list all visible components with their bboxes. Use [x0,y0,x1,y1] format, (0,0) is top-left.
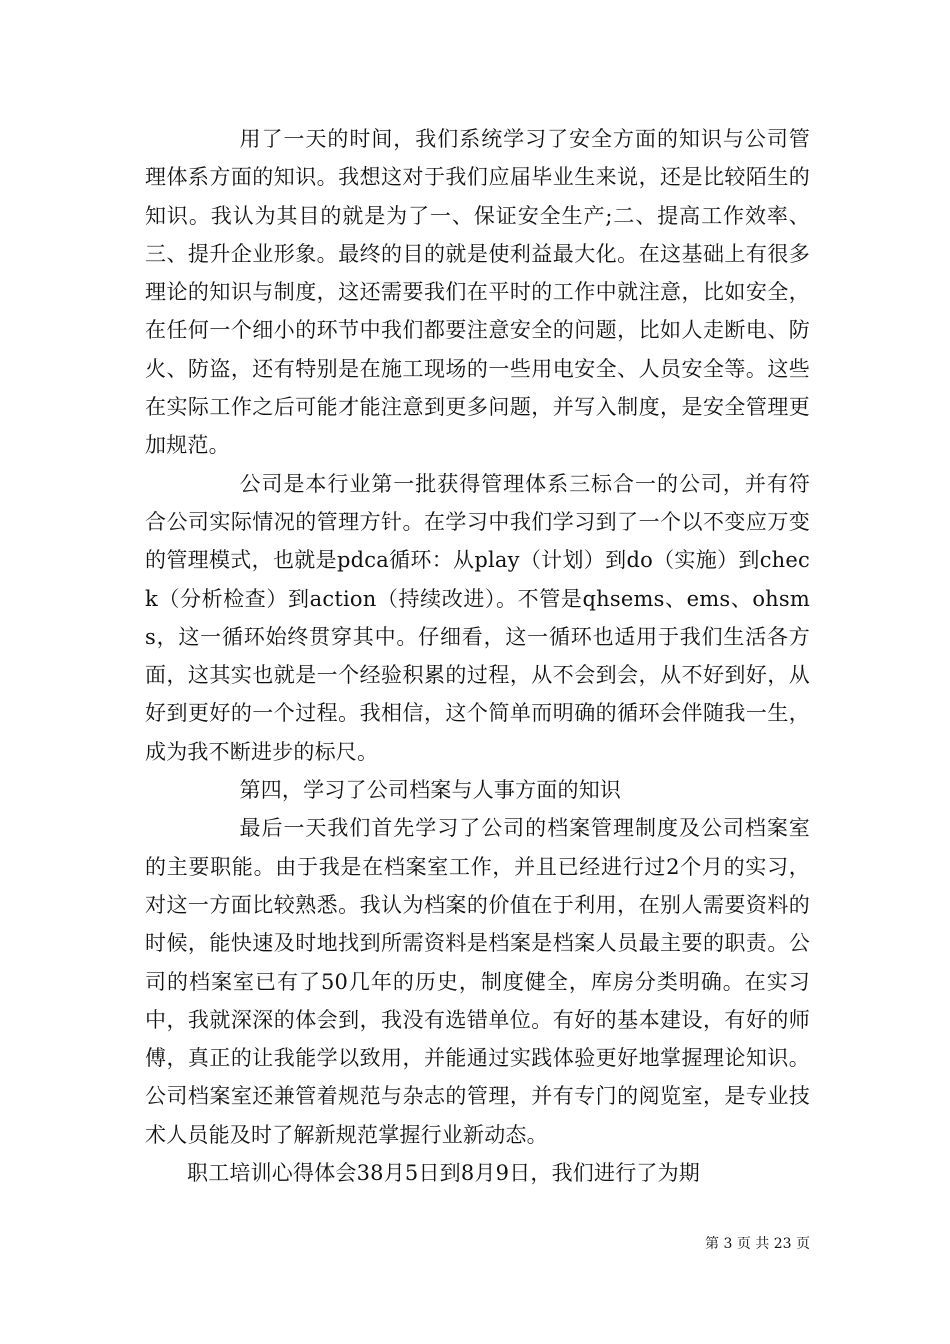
paragraph-safety-training: 用了一天的时间，我们系统学习了安全方面的知识与公司管理体系方面的知识。我想这对于我们应届毕业生来说，还是比较陌生的知识。我认为其目的就是为了一、保证安全生产;二、提高工作效率、三、提升企业形象。最终的目的就是使利益最大化。在这基础上有很多理论的知识与制度，这还需要我们在平时的工作中就注意，比如安全，在任何一个细小的环节中我们都要注意安全的问题，比如人走断电、防火、防盗，还有特别是在施工现场的一些用电安全、人员安全等。这些在实际工作之后可能才能注意到更多问题，并写入制度，是安全管理更加规范。 [145,127,810,458]
paragraph-training-intro: 职工培训心得体会38月5日到8月9日，我们进行了为期 [187,1161,701,1186]
paragraph-management-system: 公司是本行业第一批获得管理体系三标合一的公司，并有符合公司实际情况的管理方针。在学习中我们学习到了一个以不变应万变的管理模式，也就是pdca循环：从play（计划）到do（实施）到check（分析检查）到action（持续改进）。不管是qhsems、ems、ohsms，这一循环始终贯穿其中。仔细看，这一循环也适用于我们生活各方面，这其实也就是一个经验积累的过程，从不会到会，从不好到好，从好到更好的一个过程。我相信，这个简单而明确的循环会伴随我一生，成为我不断进步的标尺。 [145,471,810,764]
page-number-footer: 第 3 页 共 23 页 [705,1236,810,1252]
section-heading-archives: 第四，学习了公司档案与人事方面的知识 [239,778,622,803]
document-body [145,120,810,1192]
paragraph-archives: 最后一天我们首先学习了公司的档案管理制度及公司档案室的主要职能。由于我是在档案室工作，并且已经进行过2个月的实习，对这一方面比较熟悉。我认为档案的价值在于利用，在别人需要资料的时候，能快速及时地找到所需资料是档案是档案人员最主要的职责。公司的档案室已有了50几年的历史，制度健全，库房分类明确。在实习中，我就深深的体会到，我没有选错单位。有好的基本建设，有好的师傅，真正的让我能学以致用，并能通过实践体验更好地掌握理论知识。公司档案室还兼管着规范与杂志的管理，并有专门的阅览室，是专业技术人员能及时了解新规范掌握行业新动态。 [145,816,810,1147]
